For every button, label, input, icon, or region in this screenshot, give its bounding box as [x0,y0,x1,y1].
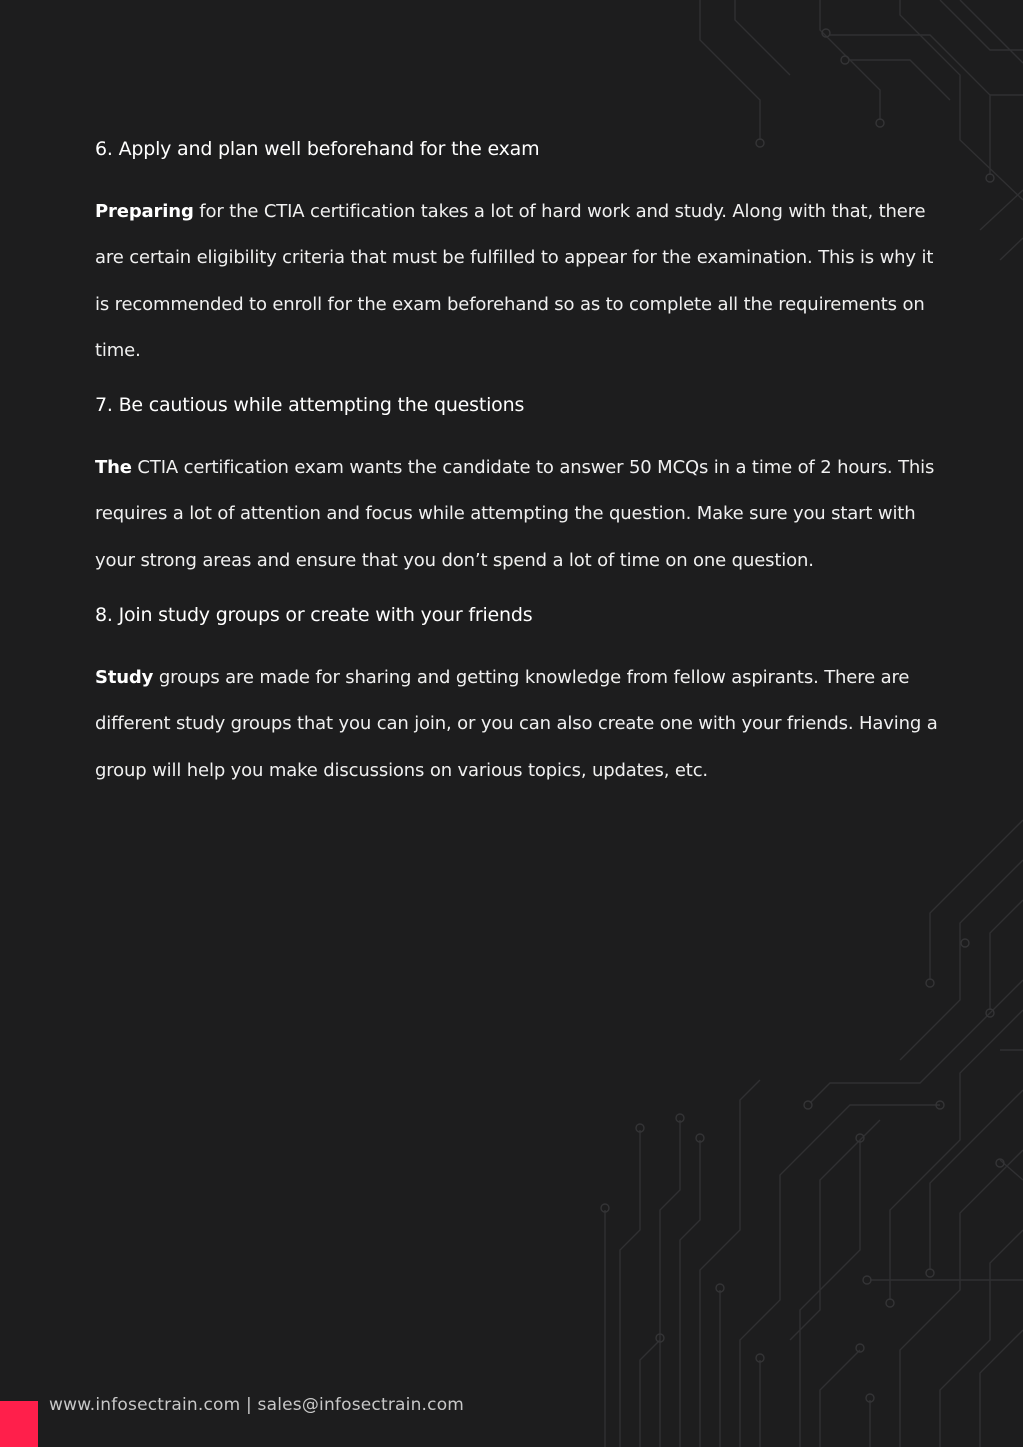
red-square-icon [0,1401,38,1447]
paragraph-lead-word: Study [95,667,154,689]
section-heading: 8. Join study groups or create with your friends [95,604,533,627]
page-footer [0,1395,600,1447]
section-heading: 6. Apply and plan well beforehand for the exam [95,138,540,160]
paragraph-lead-word: The [95,457,132,479]
paragraph-body: groups are made for sharing and getting knowledge from fellow aspirants. There are different study groups that you can join, or you can also create one with your friends. Having a group will help you make discussions on various topics, updates, etc. [95,667,938,781]
footer-contact: www.infosectrain.com | sales@infosectrain.com [49,1395,465,1415]
paragraph-body: for the CTIA certification takes a lot of hard work and study. Along with that, there are certain eligibility criteria that must be fulfilled to appear for the examination. This is why it is recommended to enroll for the exam beforehand so as to complete all the requirements on time. [95,201,934,361]
section-paragraph [95,655,945,794]
section-paragraph [95,189,945,374]
document-content [95,128,945,804]
section-heading: 7. Be cautious while attempting the questions [95,394,525,417]
section-apply-plan [95,128,945,374]
paragraph-lead-word: Preparing [95,201,194,222]
paragraph-body: CTIA certification exam wants the candidate to answer 50 MCQs in a time of 2 hours. This requires a lot of attention and focus while attempting the question. Make sure you start with your strong areas and ensure that you don’t spend a lot of time on one question. [95,457,935,571]
section-study-groups [95,594,945,794]
section-paragraph [95,445,945,584]
section-be-cautious [95,384,945,584]
